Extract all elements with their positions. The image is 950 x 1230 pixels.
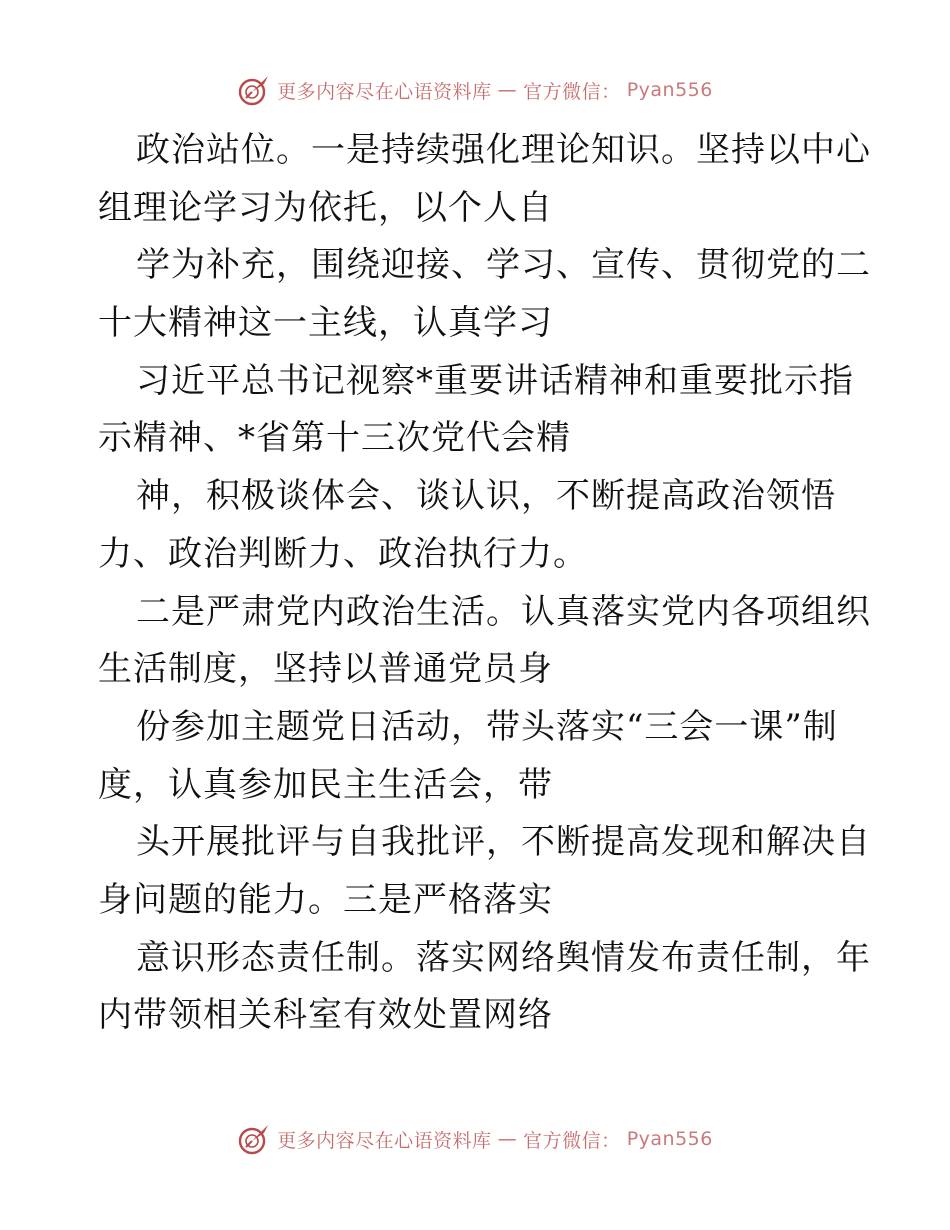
footer-watermark-banner: [0, 1119, 950, 1159]
text-line: 份参加主题党日活动，带头落实“三会一课”制: [136, 706, 838, 747]
wechat-label: 官方微信：: [523, 80, 621, 103]
quill-logo-icon: [237, 73, 271, 107]
header-watermark-banner: [0, 70, 950, 110]
text-line: 内带领相关科室有效处置网络: [98, 995, 553, 1036]
text-line: 政治站位。一是持续强化理论知识。坚持以中心: [136, 130, 871, 170]
quill-logo-icon: [237, 1122, 271, 1156]
wechat-label: 官方微信：: [523, 1129, 621, 1152]
text-line: 头开展批评与自我批评，不断提高发现和解决自: [136, 822, 871, 863]
text-line: 身问题的能力。三是严格落实: [98, 879, 553, 920]
text-line: 意识形态责任制。落实网络舆情发布责任制，年: [136, 937, 871, 978]
text-line: 神，积极谈体会、谈认识，不断提高政治领悟: [136, 476, 836, 517]
text-line: 二是严肃党内政治生活。认真落实党内各项组织: [136, 591, 871, 632]
text-line: 生活制度，坚持以普通党员身: [98, 649, 553, 690]
brand-text: 更多内容尽在心语资料库: [277, 1129, 492, 1152]
text-line: 学为补充，围绕迎接、学习、宣传、贯彻党的二: [136, 245, 871, 286]
document-body: [98, 122, 871, 1045]
brand-text: 更多内容尽在心语资料库: [277, 80, 492, 103]
text-line: 习近平总书记视察*重要讲话精神和重要批示指: [136, 360, 854, 401]
text-line: 组理论学习为依托，以个人自: [98, 187, 553, 228]
text-line: 十大精神这一主线，认真学习: [98, 303, 553, 344]
banner-dash: —: [497, 79, 518, 101]
wechat-id: Pyan556: [626, 1128, 713, 1150]
wechat-id: Pyan556: [626, 79, 713, 101]
text-line: 力、政治判断力、政治执行力。: [98, 533, 588, 574]
text-line: 度，认真参加民主生活会，带: [98, 764, 553, 805]
banner-dash: —: [497, 1128, 518, 1150]
text-line: 示精神、*省第十三次党代会精: [98, 418, 571, 459]
